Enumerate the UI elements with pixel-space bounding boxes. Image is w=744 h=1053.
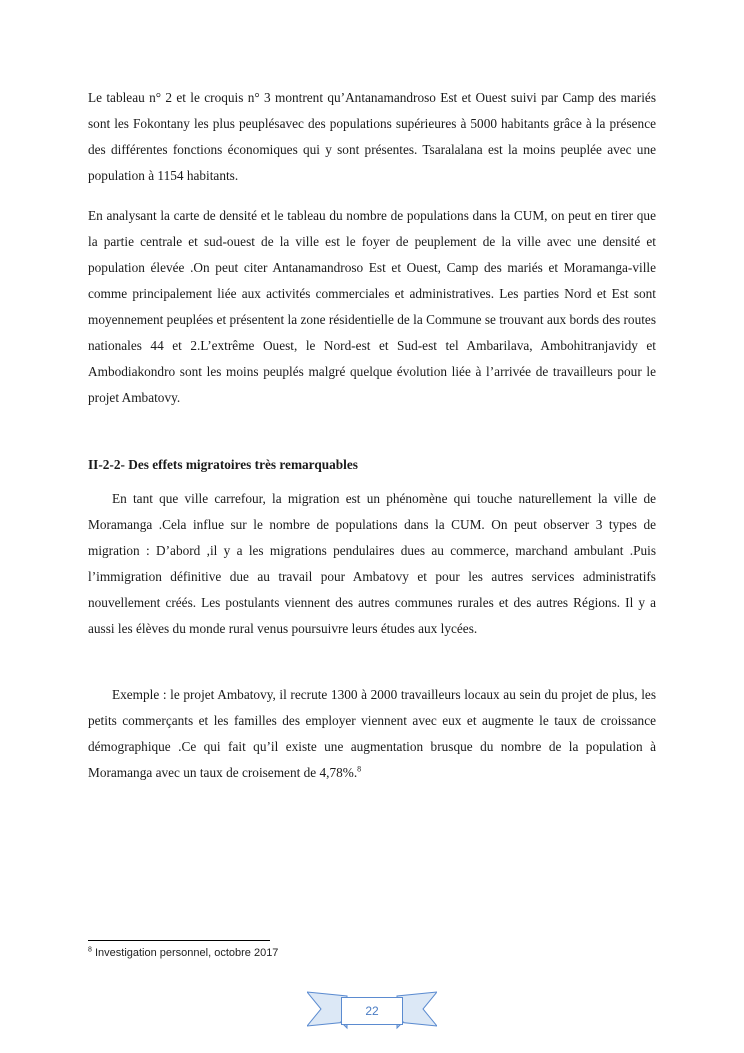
section-heading: II-2-2- Des effets migratoires très remarquables — [88, 457, 358, 472]
paragraph-text — [88, 682, 656, 786]
footnote-separator — [88, 940, 270, 941]
paragraph-migration — [88, 486, 656, 642]
paragraph-text: En analysant la carte de densité et le tableau du nombre de populations dans la CUM, on peut en tirer que la partie centrale et sud-ouest de la ville est le foyer de peuplement de la ville avec une densité et population élevée .On peut citer Antanamandroso Est et Ouest, Camp des mariés et Moramanga-ville comme principalement liée aux activités commerciales et administratives. Les parties Nord et Est sont moyennement peuplées et présentent la zone résidentielle de la Commune se trouvant aux bords des routes nationales 44 et 2.L’extrême Ouest, le Nord-est et Sud-est tel Ambarilava, Ambohitranjavidy et Ambodiakondro sont les moins peuplés malgré quelque évolution liée à l’arrivée de travailleurs pour le projet Ambatovy. — [88, 208, 656, 405]
page-number: 22 — [341, 997, 403, 1025]
paragraph-text: Le tableau n° 2 et le croquis n° 3 montrent qu’Antanamandroso Est et Ouest suivi par Camp des mariés sont les Fokontany les plus peuplésavec des populations supérieures à 5000 habitants grâce à la présence des différentes fonctions économiques qui y sont présentes. Tsaralalana est la moins peuplée avec une population à 1154 habitants. — [88, 90, 656, 183]
page-number-banner — [307, 990, 437, 1032]
paragraph-population-summary — [88, 85, 656, 189]
footnote-reference[interactable]: 8 — [357, 764, 362, 774]
paragraph-density-analysis — [88, 203, 656, 411]
footnote-number: 8 — [88, 946, 92, 954]
paragraph-text: En tant que ville carrefour, la migration est un phénomène qui touche naturellement la ville de Moramanga .Cela influe sur le nombre de populations dans la CUM. On peut observer 3 types de migration : D’abord ,il y a les migrations pendulaires dues au commerce, marchand ambulant .Puis l’immigration définitive due au travail pour Ambatovy et pour les autres services administratifs nouvellement créés. Les postulants viennent des autres communes rurales et des autres Régions. Il y a aussi les élèves du monde rural venus poursuivre leurs études aux lycées. — [88, 491, 656, 636]
footnote-text: Investigation personnel, octobre 2017 — [94, 947, 279, 959]
paragraph-example — [88, 682, 656, 786]
paragraph-body: Exemple : le projet Ambatovy, il recrute 1300 à 2000 travailleurs locaux au sein du projet de plus, les petits commerçants et les familles des employer viennent avec eux et augmente le taux de croissance démographique .Ce qui fait qu’il existe une augmentation brusque du nombre de la population à Moramanga avec un taux de croisement de 4,78%. — [88, 687, 656, 780]
footnote — [88, 947, 278, 959]
